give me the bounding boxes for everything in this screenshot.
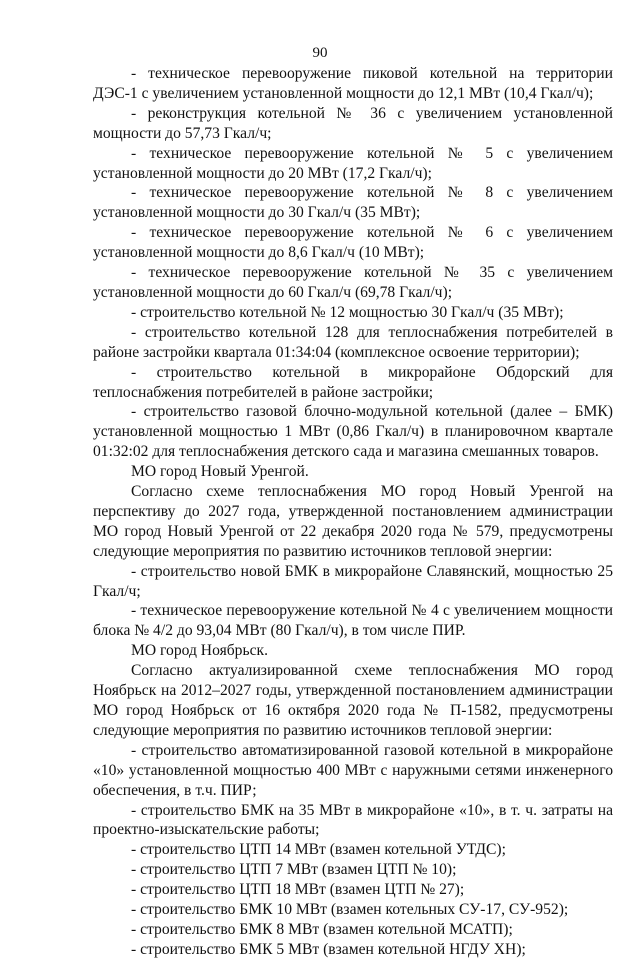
paragraph: - строительство БМК 5 МВт (взамен котельной НГДУ ХН); [131, 940, 526, 958]
paragraph: - строительство БМК 8 МВт (взамен котельной МСАТП); [131, 920, 513, 938]
body-text [93, 64, 613, 960]
section-heading: МО город Новый Уренгой. [131, 463, 309, 481]
paragraph: - строительство новой БМК в микрорайоне Славянский, мощностью 25 Гкал/ч; [93, 562, 613, 600]
paragraph: - техническое перевооружение котельной № 4 с увеличением мощности блока № 4/2 до 93,04 МВт (80 Гкал/ч), в том числе ПИР. [93, 602, 613, 640]
paragraph: - строительство котельной № 12 мощностью 30 Гкал/ч (35 МВт); [131, 303, 564, 321]
paragraph: - реконструкция котельной № 36 с увеличением установленной мощности до 57,73 Гкал/ч; [93, 104, 613, 142]
paragraph: - техническое перевооружение котельной № 5 с увеличением установленной мощности до 20 МВт (17,2 Гкал/ч); [93, 144, 613, 182]
paragraph: - строительство автоматизированной газовой котельной в микрорайоне «10» установленной мощностью 400 МВт с наружными сетями инженерного обеспечения, в т.ч. ПИР; [93, 741, 613, 799]
page-number: 90 [312, 45, 328, 61]
section-heading: МО город Ноябрьск. [131, 642, 268, 660]
paragraph: - техническое перевооружение пиковой котельной на территории ДЭС-1 с увеличением установленной мощности до 12,1 МВт (10,4 Гкал/ч); [93, 65, 613, 102]
paragraph: - строительство ЦТП 18 МВт (взамен ЦТП № 27); [131, 881, 465, 899]
paragraph: - строительство БМК на 35 МВт в микрорайоне «10», в т. ч. затраты на проектно-изыскательские работы; [93, 801, 613, 839]
paragraph: - строительство котельной в микрорайоне Обдорский для теплоснабжения потребителей в районе застройки; [93, 363, 613, 401]
paragraph: - техническое перевооружение котельной № 35 с увеличением установленной мощности до 60 Гкал/ч (69,78 Гкал/ч); [93, 264, 613, 301]
paragraph: - техническое перевооружение котельной № 8 с увеличением установленной мощности до 30 Гкал/ч (35 МВт); [93, 184, 613, 222]
paragraph: Согласно схеме теплоснабжения МО город Новый Уренгой на перспективу до 2027 года, утвержденной постановлением администрации МО город Новый Уренгой от 22 декабря 2020 года № 579, предусмотрены следующие мероприятия по развитию источников тепловой энергии: [93, 483, 613, 560]
paragraph: - строительство котельной 128 для теплоснабжения потребителей в районе застройки квартала 01:34:04 (комплексное освоение территории); [93, 323, 613, 361]
paragraph: - строительство ЦТП 7 МВт (взамен ЦТП № 10); [131, 861, 457, 879]
paragraph: - техническое перевооружение котельной № 6 с увеличением установленной мощности до 8,6 Гкал/ч (10 МВт); [93, 224, 613, 262]
paragraph: - строительство ЦТП 14 МВт (взамен котельной УТДС); [131, 841, 506, 859]
paragraph: - строительство газовой блочно-модульной котельной (далее – БМК) установленной мощностью 1 МВт (0,86 Гкал/ч) в планировочном квартале 01:32:02 для теплоснабжения детского сада и магазина смешанных товаров. [93, 403, 613, 461]
paragraph: - строительство БМК 10 МВт (взамен котельных СУ-17, СУ-952); [131, 901, 569, 919]
paragraph: Согласно актуализированной схеме теплоснабжения МО город Ноябрьск на 2012–2027 годы, утвержденной постановлением администрации МО город Ноябрьск от 16 октября 2020 года № П-1582, предусмотрены следующие мероприятия по развитию источников тепловой энергии: [93, 662, 613, 739]
